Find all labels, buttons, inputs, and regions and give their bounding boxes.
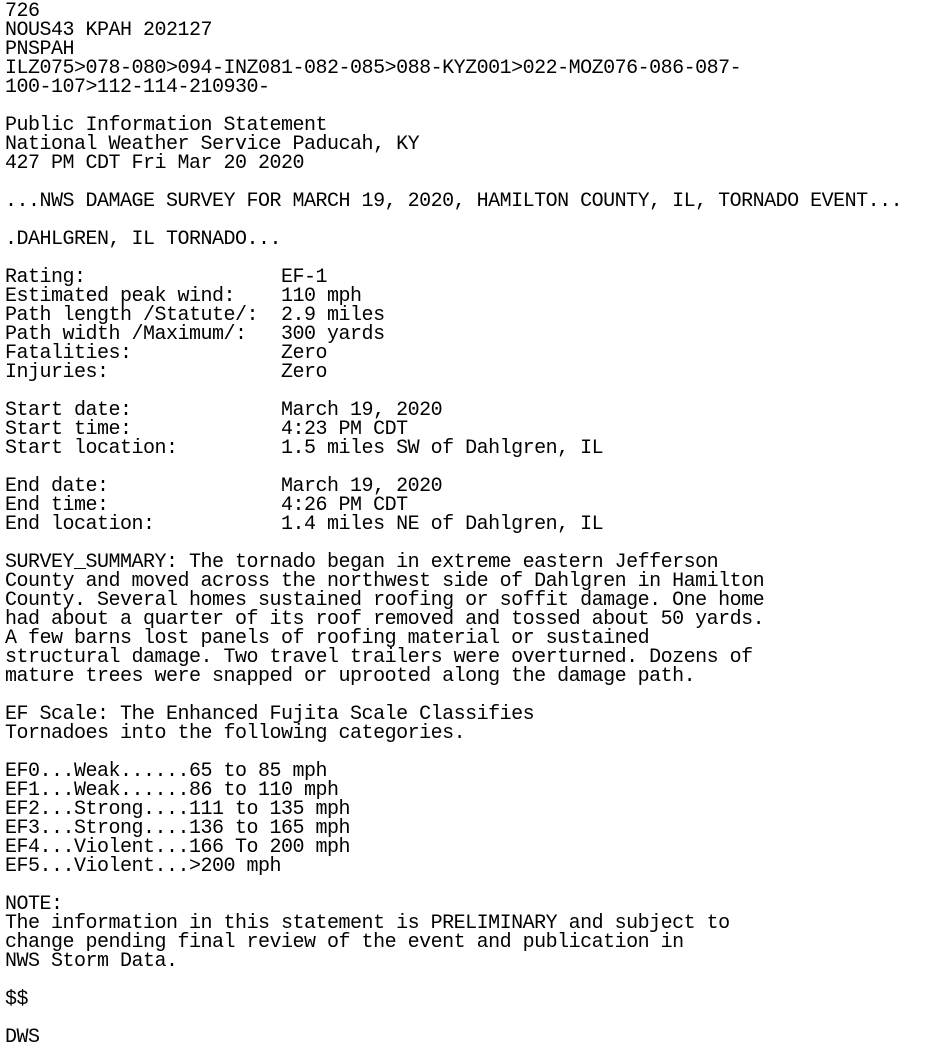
- ef-scale-category: EF4...Violent...166 To 200 mph: [5, 836, 351, 859]
- start-value: March 19, 2020: [281, 399, 443, 422]
- detail-row: [5, 363, 942, 382]
- start-value: 4:23 PM CDT: [281, 418, 408, 441]
- end-value: March 19, 2020: [281, 475, 443, 498]
- end-value: 1.4 miles NE of Dahlgren, IL: [281, 513, 604, 536]
- end-label: End location:: [5, 513, 282, 536]
- issuing-office: National Weather Service Paducah, KY: [5, 133, 420, 156]
- end-label: End time:: [5, 494, 282, 517]
- detail-value: Zero: [281, 361, 328, 384]
- author-initials: DWS: [5, 1026, 40, 1049]
- event-name: .DAHLGREN, IL TORNADO...: [5, 228, 282, 251]
- issue-time: 427 PM CDT Fri Mar 20 2020: [5, 152, 305, 175]
- start-label: Start date:: [5, 399, 282, 422]
- note-line: The information in this statement is PRELIMINARY and subject to: [5, 912, 730, 935]
- awips-id: PNSPAH: [5, 38, 75, 61]
- survey-summary-line: mature trees were snapped or uprooted along the damage path.: [5, 665, 696, 688]
- product-id: 726: [5, 0, 40, 23]
- end-value: 4:26 PM CDT: [281, 494, 408, 517]
- ef-scale-category: EF2...Strong....111 to 135 mph: [5, 798, 351, 821]
- detail-value: 300 yards: [281, 323, 385, 346]
- wmo-header: NOUS43 KPAH 202127: [5, 19, 213, 42]
- product-terminator: $$: [5, 988, 29, 1011]
- note-line: change pending final review of the event and publication in: [5, 931, 684, 954]
- start-label: Start location:: [5, 437, 282, 460]
- start-label: Start time:: [5, 418, 282, 441]
- ef-scale-category: EF5...Violent...>200 mph: [5, 855, 282, 878]
- end-row: [5, 515, 942, 534]
- survey-summary-line: structural damage. Two travel trailers were overturned. Dozens of: [5, 646, 753, 669]
- survey-summary-line: SURVEY_SUMMARY: The tornado began in extreme eastern Jefferson: [5, 551, 719, 574]
- survey-summary-line: had about a quarter of its roof removed and tossed about 50 yards.: [5, 608, 765, 631]
- detail-label: Path length /Statute/:: [5, 304, 282, 327]
- ugc-codes-line-2: 100-107>112-114-210930-: [5, 76, 270, 99]
- headline: ...NWS DAMAGE SURVEY FOR MARCH 19, 2020, HAMILTON COUNTY, IL, TORNADO EVENT...: [5, 190, 903, 213]
- start-value: 1.5 miles SW of Dahlgren, IL: [281, 437, 604, 460]
- detail-label: Fatalities:: [5, 342, 282, 365]
- detail-value: Zero: [281, 342, 328, 365]
- ef-scale-category: EF0...Weak......65 to 85 mph: [5, 760, 328, 783]
- detail-value: EF-1: [281, 266, 328, 289]
- ugc-codes-line-1: ILZ075>078-080>094-INZ081-082-085>088-KYZ001>022-MOZ076-086-087-: [5, 57, 742, 80]
- survey-summary-line: County. Several homes sustained roofing or soffit damage. One home: [5, 589, 765, 612]
- note-label: NOTE:: [5, 893, 63, 916]
- note-line: NWS Storm Data.: [5, 950, 178, 973]
- detail-value: 110 mph: [281, 285, 362, 308]
- detail-label: Rating:: [5, 266, 282, 289]
- detail-label: Path width /Maximum/:: [5, 323, 282, 346]
- product-name: Public Information Statement: [5, 114, 328, 137]
- detail-value: 2.9 miles: [281, 304, 385, 327]
- survey-summary-line: County and moved across the northwest side of Dahlgren in Hamilton: [5, 570, 765, 593]
- detail-label: Estimated peak wind:: [5, 285, 282, 308]
- end-label: End date:: [5, 475, 282, 498]
- survey-summary-line: A few barns lost panels of roofing material or sustained: [5, 627, 650, 650]
- ef-scale-intro-line: Tornadoes into the following categories.: [5, 722, 466, 745]
- detail-label: Injuries:: [5, 361, 282, 384]
- ef-scale-category: EF3...Strong....136 to 165 mph: [5, 817, 351, 840]
- start-row: [5, 439, 942, 458]
- ef-scale-category: EF1...Weak......86 to 110 mph: [5, 779, 339, 802]
- ef-scale-intro-line: EF Scale: The Enhanced Fujita Scale Classifies: [5, 703, 535, 726]
